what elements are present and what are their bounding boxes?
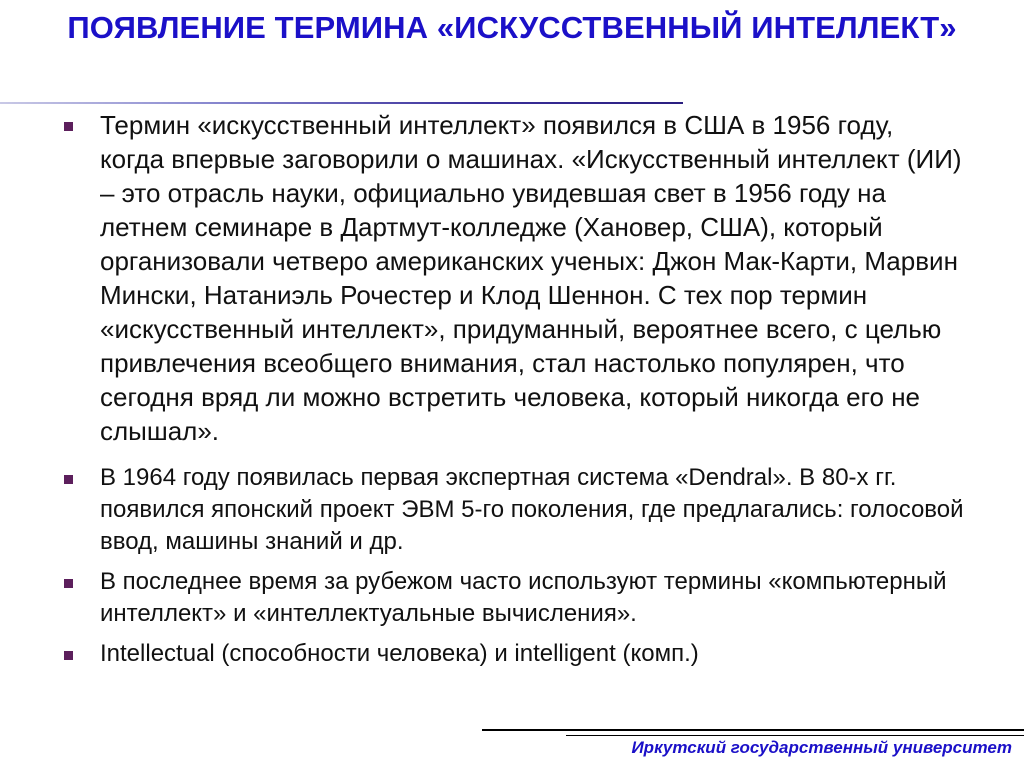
bullet-text: Термин «искусственный интеллект» появился в США в 1956 году, когда впервые заговорили о машинах. «Искусственный интеллект (ИИ) – это отрасль науки, официально увидевшая свет в 1956 году на летнем семинаре в Дартмут-колледже (Хановер, США), который организовали четверо американских ученых: Джон Мак-Карти, Марвин Мински, Натаниэль Рочестер и Клод Шеннон. С тех пор термин «искусственный интеллект», придуманный, вероятнее всего, с целью привлечения всеобщего внимания, стал настолько популярен, что сегодня вряд ли можно встретить человека, который никогда его не слышал». (100, 110, 962, 446)
bullet-item (0, 462, 1024, 558)
bullet-item (0, 566, 1024, 630)
square-bullet-icon (64, 651, 73, 660)
bullet-item (0, 638, 1024, 670)
footer-divider-line-thin (566, 735, 1024, 736)
bullet-text: Intellectual (способности человека) и intelligent (комп.) (100, 640, 699, 667)
bullet-text: В 1964 году появилась первая экспертная система «Dendral». В 80-х гг. появился японский проект ЭВМ 5-го поколения, где предлагались: голосовой ввод, машины знаний и др. (100, 464, 964, 555)
bullet-item (0, 108, 1024, 448)
slide-title: ПОЯВЛЕНИЕ ТЕРМИНА «ИСКУССТВЕННЫЙ ИНТЕЛЛЕКТ» (67, 10, 957, 45)
square-bullet-icon (64, 579, 73, 588)
bullet-list (0, 108, 1024, 678)
footer-university-name: Иркутский государственный университет (631, 738, 1012, 757)
bullet-text: В последнее время за рубежом часто используют термины «компьютерный интеллект» и «интеллектуальные вычисления». (100, 568, 947, 627)
title-underline (0, 102, 683, 104)
square-bullet-icon (64, 122, 73, 131)
square-bullet-icon (64, 475, 73, 484)
footer-divider-line (482, 729, 1024, 731)
